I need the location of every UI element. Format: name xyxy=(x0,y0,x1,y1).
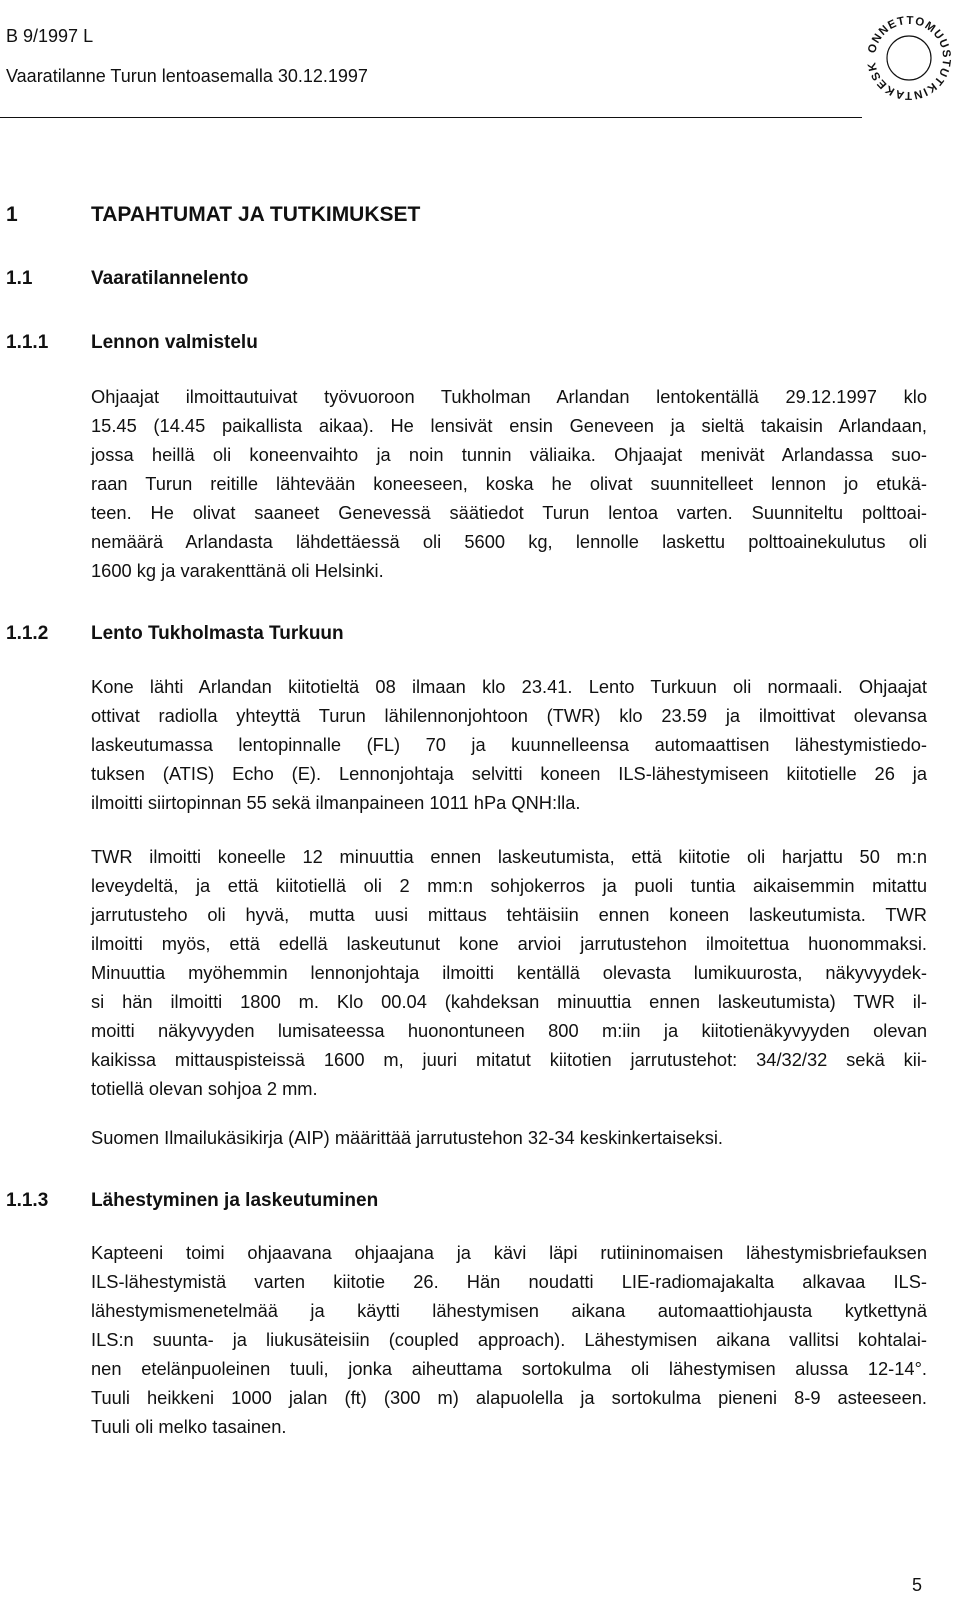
s112-number: 1.1.2 xyxy=(6,623,49,644)
s111-title: Lennon valmistelu xyxy=(91,332,258,353)
s113-title: Lähestyminen ja laskeutuminen xyxy=(91,1190,379,1211)
text-line: ilmoitti myös, että edellä laskeutunut kone arvioi jarrutustehon ilmoitettua huonommaksi. xyxy=(91,933,927,954)
s113-number: 1.1.3 xyxy=(6,1190,49,1211)
text-line: ottivat radiolla yhteyttä Turun lähilennonjohtoon (TWR) klo 23.59 ja ilmoittivat olevansa xyxy=(91,705,927,726)
text-line: Kapteeni toimi ohjaavana ohjaajana ja kävi läpi rutiininomaisen lähestymisbriefauksen xyxy=(91,1242,927,1263)
s112-paragraph-1 xyxy=(91,672,927,817)
text-line: jossa heillä oli koneenvaihto ja noin tunnin väliaika. Ohjaajat menivät Arlandassa suo- xyxy=(91,444,927,465)
subsection-title: Vaaratilannelento xyxy=(91,268,249,289)
text-line: Kone lähti Arlandan kiitotieltä 08 ilmaan klo 23.41. Lento Turkuun oli normaali. Ohjaajat xyxy=(91,676,927,697)
text-line: teen. He olivat saaneet Genevessä säätiedot Turun lentoa varten. Suunniteltu polttoai- xyxy=(91,502,927,523)
text-line: laskeutumassa lentopinnalle (FL) 70 ja kuunnelleensa automaattisen lähestymistiedo- xyxy=(91,734,927,755)
header-rule xyxy=(0,117,862,118)
svg-text:ONNETTOMUUSTUTKINTAKESKUS xyxy=(858,2,952,101)
text-line: ilmoitti siirtopinnan 55 sekä ilmanpaineen 1011 hPa QNH:lla. xyxy=(91,792,581,813)
text-line: lähestymismenetelmää ja käytti lähestymisen aikana automaattiohjausta kytkettynä xyxy=(91,1300,927,1321)
subsection-heading xyxy=(6,268,248,290)
text-line: jarrutusteho oli hyvä, mutta uusi mittaus tehtäisiin ennen koneen laskeutumista. TWR xyxy=(91,904,927,925)
text-line: moitti näkyvyyden lumisateessa huonontuneen 800 m:iin ja kiitotienäkyvyyden olevan xyxy=(91,1020,927,1041)
text-line: Suomen Ilmailukäsikirja (AIP) määrittää jarrutustehon 32-34 keskinkertaiseksi. xyxy=(91,1127,723,1148)
section-number: 1 xyxy=(6,203,18,226)
s112-title: Lento Tukholmasta Turkuun xyxy=(91,623,344,644)
report-title: Vaaratilanne Turun lentoasemalla 30.12.1997 xyxy=(6,66,368,86)
text-line: 15.45 (14.45 paikallista aikaa). He lensivät ensin Geneveen ja sieltä takaisin Arlandaan, xyxy=(91,415,927,436)
text-line: ILS:n suunta- ja liukusäteisiin (coupled approach). Lähestymisen aikana vallitsi kohtalai- xyxy=(91,1329,927,1350)
text-line: Tuuli heikkeni 1000 jalan (ft) (300 m) alapuolella ja sortokulma pieneni 8-9 asteeseen. xyxy=(91,1387,927,1408)
text-line: nen etelänpuoleinen tuuli, jonka aiheuttama sortokulma oli lähestymisen alussa 12-14°. xyxy=(91,1358,927,1379)
s113-heading xyxy=(6,1190,378,1212)
text-line: kaikissa mittauspisteissä 1600 m, juuri mitatut kiitotien jarrutustehot: 34/32/32 sekä kii- xyxy=(91,1049,927,1070)
text-line: ILS-lähestymistä varten kiitotie 26. Hän noudatti LIE-radiomajakalta alkavaa ILS- xyxy=(91,1271,927,1292)
section-title: TAPAHTUMAT JA TUTKIMUKSET xyxy=(91,203,421,226)
subsection-number: 1.1 xyxy=(6,268,33,289)
s113-paragraph xyxy=(91,1238,927,1441)
text-line: Minuuttia myöhemmin lennonjohtaja ilmoitti kentällä olevasta lumikuurosta, näkyvyydek- xyxy=(91,962,927,983)
s111-number: 1.1.1 xyxy=(6,332,49,353)
seal-lettering: ONNETTOMUUSTUTKINTAKESK xyxy=(866,14,953,102)
agency-seal-logo xyxy=(858,2,960,114)
s112-paragraph-2 xyxy=(91,842,927,1103)
seal-inner-circle xyxy=(887,36,931,80)
text-line: 1600 kg ja varakenttänä oli Helsinki. xyxy=(91,560,384,581)
text-line: totiellä olevan sohjoa 2 mm. xyxy=(91,1078,318,1099)
section-heading xyxy=(6,203,420,227)
text-line: raan Turun reitille lähtevään koneeseen, koska he olivat suunnitelleet lennon jo etukä- xyxy=(91,473,927,494)
report-id: B 9/1997 L xyxy=(6,26,94,46)
s112-paragraph-3 xyxy=(91,1123,927,1152)
text-line: Tuuli oli melko tasainen. xyxy=(91,1416,287,1437)
text-line: si hän ilmoitti 1800 m. Klo 00.04 (kahdeksan minuuttia ennen laskeutumista) TWR il- xyxy=(91,991,927,1012)
text-line: leveydeltä, ja että kiitotiellä oli 2 mm:n sohjokerros ja puoli tuntia aikaisemmin mitattu xyxy=(91,875,927,896)
s111-heading xyxy=(6,332,258,354)
s112-heading xyxy=(6,623,344,645)
text-line: TWR ilmoitti koneelle 12 minuuttia ennen laskeutumista, että kiitotie oli harjattu 50 m:n xyxy=(91,846,927,867)
s111-paragraph xyxy=(91,382,927,585)
text-line: Ohjaajat ilmoittautuivat työvuoroon Tukholman Arlandan lentokentällä 29.12.1997 klo xyxy=(91,386,927,407)
page-number: 5 xyxy=(912,1575,923,1595)
text-line: tuksen (ATIS) Echo (E). Lennonjohtaja selvitti koneen ILS-lähestymiseen kiitotielle 26 ja xyxy=(91,763,927,784)
text-line: nemäärä Arlandasta lähdettäessä oli 5600 kg, lennolle laskettu polttoainekulutus oli xyxy=(91,531,927,552)
